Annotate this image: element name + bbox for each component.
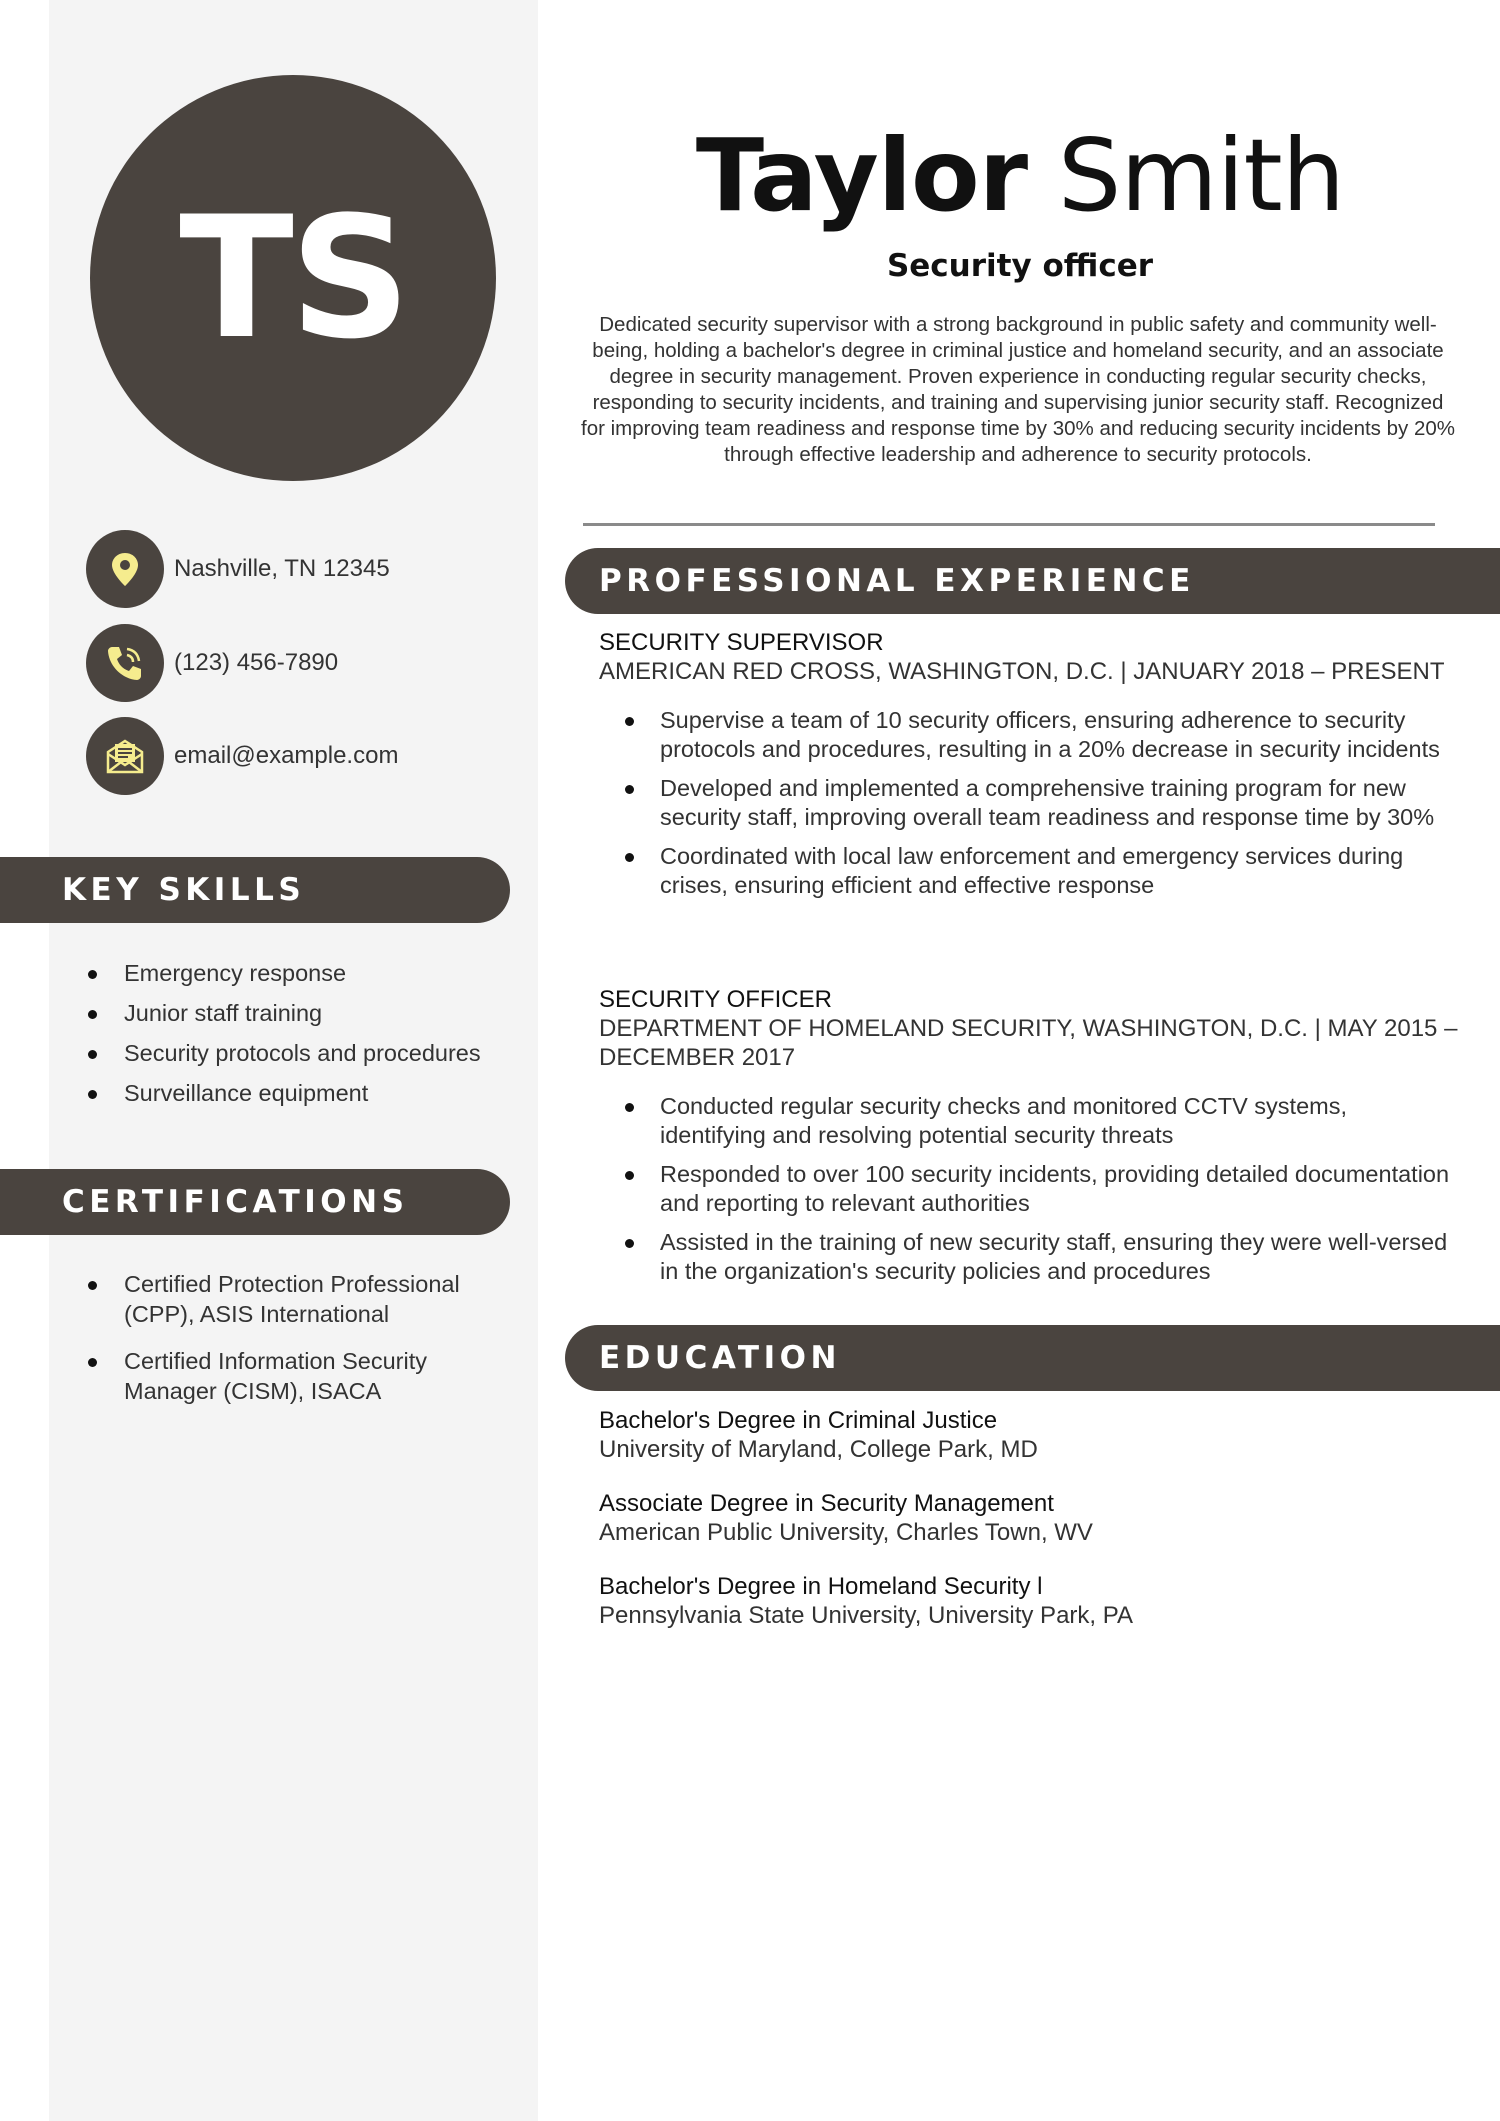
job-bullet: Conducted regular security checks and monitored CCTV systems, identifying and resolving potential security threats [599,1092,1459,1150]
location-text: Nashville, TN 12345 [174,555,390,582]
education-degree: Associate Degree in Security Management [599,1490,1054,1517]
job-bullets [599,706,1459,900]
key-skills-header [0,857,510,923]
skill-item: Emergency response [0,958,520,988]
profile-summary: Dedicated security supervisor with a strong background in public safety and community well-being, holding a bachelor's degree in criminal justice and homeland security, and an associate degree in security management. Proven experience in conducting regular security checks, responding to security incidents, and training and supervising junior security staff. Recognized for improving team readiness and response time by 30% and reducing security incidents by 20% through effective leadership and adherence to security protocols. [581,313,1455,466]
certifications-list [0,1269,520,1416]
email-text: email@example.com [174,742,399,769]
job-title-heading: Security officer [886,248,1154,284]
map-pin-icon [86,530,164,608]
job-bullet: Supervise a team of 10 security officers, ensuring adherence to security protocols and procedures, resulting in a 20% decrease in security incidents [599,706,1459,764]
skill-item: Security protocols and procedures [0,1038,520,1068]
job-entry [599,985,1459,1296]
education-school: Pennsylvania State University, University Park, PA [599,1602,1133,1629]
job-bullet: Assisted in the training of new security staff, ensuring they were well-versed in the organization's security policies and procedures [599,1228,1459,1286]
last-name: Smith [1057,117,1345,234]
job-bullet: Responded to over 100 security incidents, providing detailed documentation and reporting to relevant authorities [599,1160,1459,1218]
education-degree: Bachelor's Degree in Criminal Justice [599,1407,998,1434]
certifications-header [0,1169,510,1235]
experience-heading: PROFESSIONAL EXPERIENCE [599,563,1195,599]
envelope-icon [86,717,164,795]
certifications-heading: CERTIFICATIONS [62,1184,409,1220]
job-position: SECURITY OFFICER [599,986,832,1013]
first-name: Taylor [695,117,1028,234]
job-position: SECURITY SUPERVISOR [599,629,884,656]
certification-item: Certified Protection Professional (CPP), ASIS International [0,1269,520,1329]
education-entry [599,1406,1459,1464]
phone-text: (123) 456-7890 [174,649,339,676]
contact-phone [86,623,338,703]
contact-location [86,529,390,609]
skills-list [0,958,520,1118]
education-heading: EDUCATION [599,1340,841,1376]
education-school: American Public University, Charles Town, WV [599,1519,1093,1546]
job-entry [599,628,1459,910]
education-entry [599,1572,1459,1630]
skill-item: Junior staff training [0,998,520,1028]
skill-item: Surveillance equipment [0,1078,520,1108]
job-bullets [599,1092,1459,1286]
experience-header [565,548,1500,614]
phone-icon [86,624,164,702]
job-bullet: Developed and implemented a comprehensive training program for new security staff, improving overall team readiness and response time by 30% [599,774,1459,832]
contact-email [86,716,398,796]
header-divider [583,523,1435,526]
monogram-initials: TS [179,180,407,376]
job-company-dates: AMERICAN RED CROSS, WASHINGTON, D.C. | JANUARY 2018 – PRESENT [599,658,1445,685]
job-bullet: Coordinated with local law enforcement and emergency services during crises, ensuring efficient and effective response [599,842,1459,900]
education-school: University of Maryland, College Park, MD [599,1436,1038,1463]
education-entry [599,1489,1459,1547]
candidate-name [540,118,1500,234]
education-header [565,1325,1500,1391]
key-skills-heading: KEY SKILLS [62,872,306,908]
job-company-dates: DEPARTMENT OF HOMELAND SECURITY, WASHINGTON, D.C. | MAY 2015 – DECEMBER 2017 [599,1015,1458,1071]
certification-item: Certified Information Security Manager (CISM), ISACA [0,1346,520,1406]
education-degree: Bachelor's Degree in Homeland Security l [599,1573,1043,1600]
monogram-avatar [90,75,496,481]
